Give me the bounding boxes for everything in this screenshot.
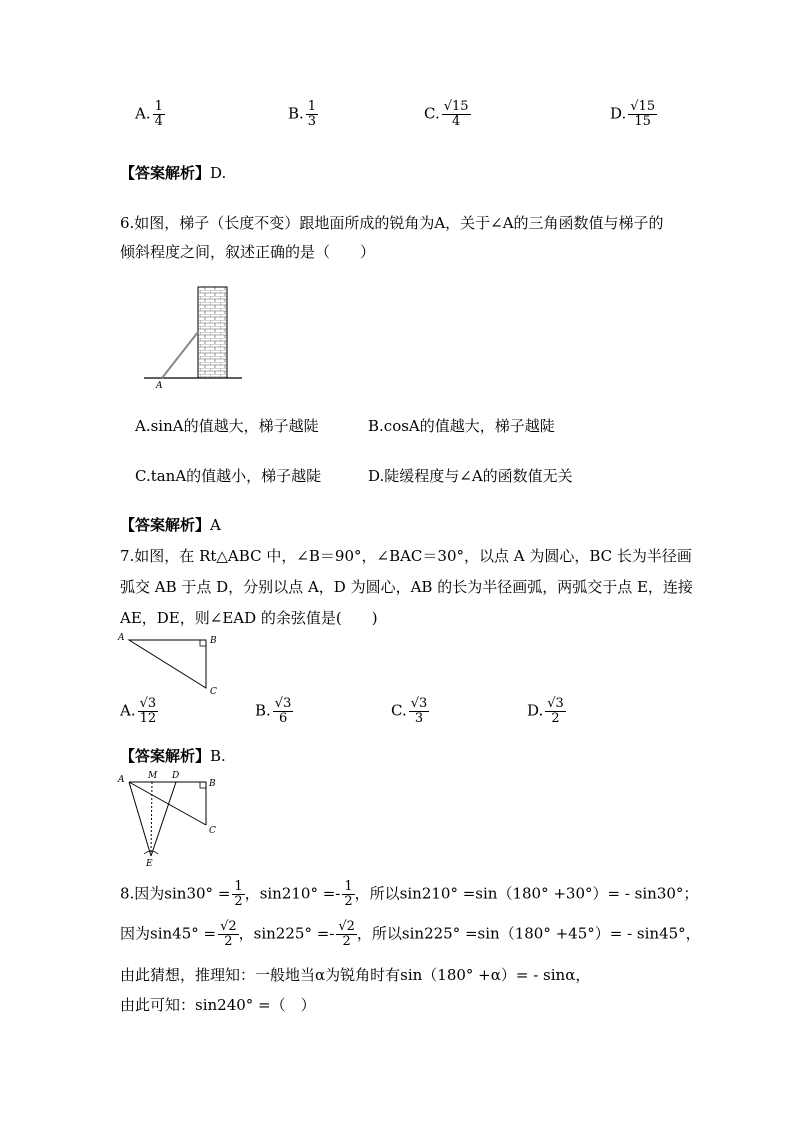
q6-ladder-figure bbox=[140, 284, 250, 390]
fraction: $\frac{1}{2}$ bbox=[344, 879, 353, 909]
q7-stem-line2: 弧交 AB 于点 D，分别以点 A，D 为圆心，AB 的长为半径画弧，两弧交于点 E，连接 bbox=[120, 578, 693, 596]
q5-option-b[interactable]: B. $\frac{1}{3}$ bbox=[288, 99, 317, 129]
q7-option-c[interactable]: C. $\frac{√3}{3}$ bbox=[391, 696, 428, 726]
q8-line3: 由此猜想，推理知：一般地当α为锐角时有sin（180° +α）= - sinα， bbox=[120, 966, 591, 984]
brick-wall bbox=[198, 287, 227, 378]
label-b: B bbox=[209, 779, 216, 789]
q6-option-c[interactable]: C.tanA的值越小，梯子越陡 bbox=[135, 467, 322, 485]
right-angle-mark bbox=[200, 782, 206, 788]
fraction: $\frac{1}{4}$ bbox=[154, 99, 163, 129]
label-a: A bbox=[118, 633, 125, 643]
fraction: $\frac{√15}{15}$ bbox=[630, 99, 656, 129]
fraction: $\frac{1}{3}$ bbox=[307, 99, 317, 129]
right-angle-mark bbox=[200, 640, 206, 646]
fraction: $\frac{√2}{2}$ bbox=[338, 919, 355, 949]
fraction: $\frac{√3}{6}$ bbox=[274, 696, 292, 726]
q7-stem-line3: AE，DE，则∠EAD 的余弦值是( ) bbox=[120, 609, 378, 627]
q6-option-a[interactable]: A.sinA的值越大，梯子越陡 bbox=[135, 417, 319, 435]
fraction: $\frac{√2}{2}$ bbox=[220, 919, 237, 949]
fraction: $\frac{√3}{2}$ bbox=[547, 696, 564, 726]
q8-line2: 因为sin45° = $\frac{√2}{2}$ ，sin225° =- $\frac{√2}{2}$ ，所以sin225° =sin（180° +45°）= - sin45°， bbox=[120, 919, 701, 949]
fraction: $\frac{√15}{4}$ bbox=[443, 99, 469, 129]
segment-me bbox=[151, 782, 152, 856]
q6-stem-line1: 6.如图，梯子（长度不变）跟地面所成的锐角为A，关于∠A的三角函数值与梯子的 bbox=[120, 214, 664, 232]
q8-line4: 由此可知：sin240° =（ ） bbox=[120, 996, 316, 1014]
q7-option-b[interactable]: B. $\frac{√3}{6}$ bbox=[255, 696, 292, 726]
fraction: $\frac{1}{2}$ bbox=[234, 879, 243, 909]
fraction: $\frac{√3}{3}$ bbox=[410, 696, 428, 726]
q7-option-d[interactable]: D. $\frac{√3}{2}$ bbox=[527, 696, 564, 726]
segment-de bbox=[151, 782, 176, 856]
label-d: D bbox=[172, 771, 180, 781]
q5-option-a[interactable]: A. $\frac{1}{4}$ bbox=[135, 99, 163, 129]
q7-solution-figure bbox=[116, 768, 226, 868]
q7-triangle-figure bbox=[116, 630, 226, 698]
q7-answer: 【答案解析】B. bbox=[120, 747, 226, 765]
q6-option-d[interactable]: D.陡缓程度与∠A的函数值无关 bbox=[368, 467, 573, 485]
fraction: $\frac{√3}{12}$ bbox=[139, 696, 157, 726]
label-a: A bbox=[118, 775, 125, 785]
q5-answer: 【答案解析】D. bbox=[120, 164, 227, 182]
point-a-label: A bbox=[156, 381, 163, 390]
q5-option-d[interactable]: D. $\frac{√15}{15}$ bbox=[610, 99, 656, 129]
q6-answer: 【答案解析】A bbox=[120, 516, 221, 534]
segment-ae bbox=[129, 782, 151, 856]
triangle-abc bbox=[129, 640, 206, 688]
q7-stem-line1: 7.如图，在 Rt△ABC 中，∠B＝90°，∠BAC＝30°，以点 A 为圆心，BC 长为半径画 bbox=[120, 547, 692, 565]
q8-line1: 8.因为sin30° = $\frac{1}{2}$ ，sin210° =- $\frac{1}{2}$ ，所以sin210° =sin（180° +30°）= - sin30°； bbox=[120, 879, 699, 909]
label-c: C bbox=[210, 687, 217, 697]
ladder bbox=[162, 332, 198, 378]
q7-option-a[interactable]: A. $\frac{√3}{12}$ bbox=[120, 696, 157, 726]
label-m: M bbox=[148, 771, 158, 781]
label-b: B bbox=[210, 636, 217, 646]
label-c: C bbox=[209, 826, 216, 836]
segment-ac bbox=[129, 782, 206, 825]
q6-stem-line2: 倾斜程度之间，叙述正确的是（ ） bbox=[120, 243, 376, 261]
q6-option-b[interactable]: B.cosA的值越大，梯子越陡 bbox=[368, 417, 555, 435]
label-e: E bbox=[146, 859, 153, 868]
q5-option-c[interactable]: C. $\frac{√15}{4}$ bbox=[424, 99, 469, 129]
